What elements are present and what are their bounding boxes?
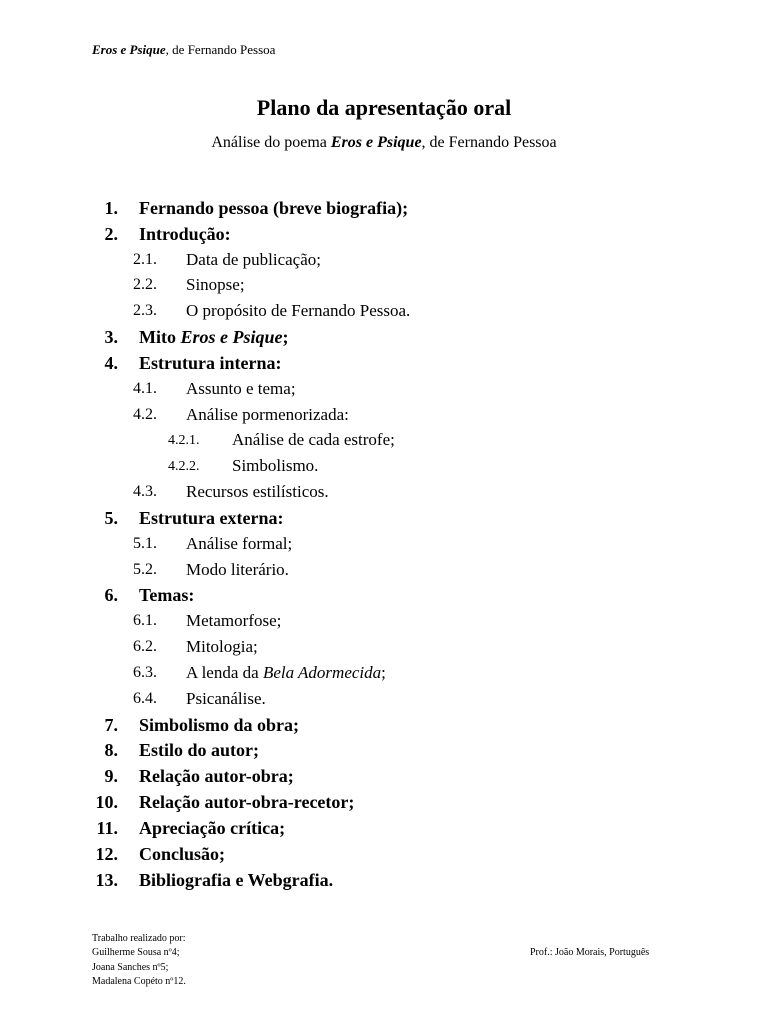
outline-item-text-main: Sinopse;	[186, 275, 245, 295]
outline-item-text-main: Introdução:	[139, 223, 231, 244]
outline-item-text	[186, 637, 258, 657]
outline-item-text	[186, 534, 292, 554]
outline-item-text-main: Estrutura interna:	[139, 352, 282, 373]
outline-item-text	[186, 611, 281, 631]
outline-item-text	[232, 456, 318, 476]
outline-item-number: 10.	[95, 792, 118, 813]
outline-item-level-2	[0, 687, 768, 713]
presentation-outline	[0, 196, 768, 893]
subtitle-after: , de Fernando Pessoa	[421, 134, 557, 151]
outline-item-number: 4.2.1.	[168, 433, 200, 449]
outline-item-text-main: Data de publicação;	[186, 249, 321, 269]
outline-item-level-1	[0, 222, 768, 248]
outline-item-text-main: A lenda da	[186, 662, 263, 682]
outline-item-level-2	[0, 635, 768, 661]
outline-item-level-1	[0, 842, 768, 868]
outline-item-text	[186, 663, 386, 683]
outline-item-number: 12.	[95, 843, 118, 864]
outline-item-level-2	[0, 558, 768, 584]
outline-item-text-main: Fernando pessoa (breve biografia);	[139, 198, 409, 218]
outline-item-number: 13.	[95, 869, 118, 890]
outline-item-text-main: Conclusão;	[139, 843, 226, 864]
outline-item-text-main: Temas:	[139, 585, 195, 606]
outline-item-text-end: ;	[282, 327, 289, 348]
outline-item-number: 2.1.	[133, 250, 157, 268]
outline-item-level-1	[0, 583, 768, 609]
outline-item-text-main: O propósito de Fernando Pessoa.	[186, 301, 411, 321]
outline-item-italic-title: Bela Adormecida	[262, 662, 382, 682]
outline-item-number: 2.2.	[133, 276, 157, 294]
outline-item-number: 4.	[104, 352, 118, 373]
outline-item-number: 8.	[104, 740, 118, 761]
outline-item-level-2	[0, 273, 768, 299]
outline-item-level-1	[0, 196, 768, 222]
outline-item-text-main: Análise pormenorizada:	[186, 404, 349, 424]
outline-item-text-main: Relação autor-obra;	[139, 766, 294, 787]
outline-item-level-1	[0, 506, 768, 532]
outline-item-number: 2.3.	[133, 302, 157, 320]
outline-item-text	[186, 560, 289, 580]
outline-item-text	[186, 689, 266, 709]
author-name: Guilherme Sousa nº4;	[92, 947, 180, 959]
outline-item-text	[139, 766, 294, 787]
outline-item-level-1	[0, 351, 768, 377]
outline-item-text	[186, 301, 410, 321]
outline-item-text	[186, 250, 321, 270]
outline-item-level-2	[0, 377, 768, 403]
outline-item-text-main: Recursos estilísticos.	[186, 482, 329, 502]
header-work-title: Eros e Psique	[92, 42, 166, 57]
outline-item-text	[139, 353, 282, 374]
outline-item-number: 6.2.	[133, 638, 157, 656]
outline-item-text	[139, 585, 194, 606]
outline-item-text	[139, 508, 283, 529]
outline-item-level-1	[0, 868, 768, 894]
outline-item-text	[139, 792, 354, 813]
outline-item-number: 4.2.2.	[168, 459, 200, 475]
outline-item-level-2	[0, 661, 768, 687]
outline-item-text	[139, 740, 259, 761]
outline-item-number: 5.	[104, 507, 118, 528]
outline-item-number: 9.	[104, 766, 118, 787]
credits-label: Trabalho realizado por:	[92, 933, 186, 944]
outline-item-text	[139, 844, 225, 865]
outline-item-text	[139, 198, 408, 219]
outline-item-text-main: Estrutura externa:	[139, 507, 284, 528]
outline-item-number: 7.	[104, 714, 118, 735]
outline-item-level-3	[0, 454, 768, 480]
outline-item-text	[186, 275, 245, 295]
outline-item-text-main: Simbolismo.	[232, 456, 319, 476]
outline-item-level-2	[0, 480, 768, 506]
outline-item-number: 4.1.	[133, 379, 157, 397]
outline-item-text-main: Estilo do autor;	[139, 740, 260, 761]
outline-item-text-main: Mito	[139, 327, 181, 348]
outline-item-text-main: Análise formal;	[186, 533, 293, 553]
outline-item-level-1	[0, 325, 768, 351]
outline-item-text-main: Bibliografia e Webgrafia.	[139, 869, 334, 890]
outline-item-text	[186, 405, 349, 425]
outline-item-italic-title: Eros e Psique	[180, 327, 283, 348]
outline-item-level-1	[0, 713, 768, 739]
outline-item-text	[139, 870, 333, 891]
outline-item-number: 6.1.	[133, 612, 157, 630]
outline-item-text-end: ;	[381, 662, 386, 682]
outline-item-number: 4.3.	[133, 483, 157, 501]
author-name: Joana Sanches nº5;	[92, 961, 169, 973]
outline-item-level-2	[0, 609, 768, 635]
outline-item-level-1	[0, 790, 768, 816]
outline-item-number: 6.4.	[133, 689, 157, 707]
author-name: Madalena Copéto nº12.	[92, 975, 186, 987]
outline-item-text-main: Apreciação crítica;	[139, 817, 286, 838]
outline-item-text-main: Psicanálise.	[186, 688, 266, 708]
outline-item-level-3	[0, 428, 768, 454]
outline-item-number: 2.	[104, 223, 118, 244]
credits-block	[92, 932, 186, 989]
outline-item-text-main: Metamorfose;	[186, 611, 282, 631]
outline-item-text	[139, 818, 285, 839]
outline-item-text	[139, 715, 299, 736]
page-title: Plano da apresentação oral	[256, 95, 512, 120]
outline-item-text	[139, 327, 289, 348]
running-header	[92, 42, 275, 58]
outline-item-text-main: Relação autor-obra-recetor;	[139, 792, 355, 813]
outline-item-text	[186, 482, 329, 502]
outline-item-text-main: Mitologia;	[186, 637, 258, 657]
outline-item-text-main: Análise de cada estrofe;	[232, 430, 395, 450]
outline-item-level-1	[0, 738, 768, 764]
subtitle-work-title: Eros e Psique	[330, 134, 422, 151]
outline-item-text-main: Simbolismo da obra;	[139, 714, 300, 735]
outline-item-text-main: Modo literário.	[186, 559, 289, 579]
outline-item-level-1	[0, 816, 768, 842]
outline-item-text	[232, 430, 395, 450]
outline-item-text-main: Assunto e tema;	[186, 378, 296, 398]
outline-item-number: 6.	[104, 585, 118, 606]
outline-item-number: 5.1.	[133, 534, 157, 552]
outline-item-number: 5.2.	[133, 560, 157, 578]
header-byline: , de Fernando Pessoa	[165, 42, 276, 57]
outline-item-level-2	[0, 403, 768, 429]
outline-item-number: 6.3.	[133, 663, 157, 681]
outline-item-number: 4.2.	[133, 405, 157, 423]
outline-item-level-2	[0, 248, 768, 274]
subtitle-before: Análise do poema	[211, 134, 331, 151]
page-subtitle	[0, 134, 768, 152]
outline-item-number: 3.	[104, 327, 118, 348]
outline-item-level-2	[0, 532, 768, 558]
outline-item-level-2	[0, 299, 768, 325]
outline-item-text	[139, 224, 231, 245]
teacher-credit: Prof.: João Morais, Português	[530, 947, 650, 958]
outline-item-number: 11.	[96, 817, 118, 838]
outline-item-number: 1.	[104, 198, 118, 218]
outline-item-level-1	[0, 764, 768, 790]
outline-item-text	[186, 379, 296, 399]
